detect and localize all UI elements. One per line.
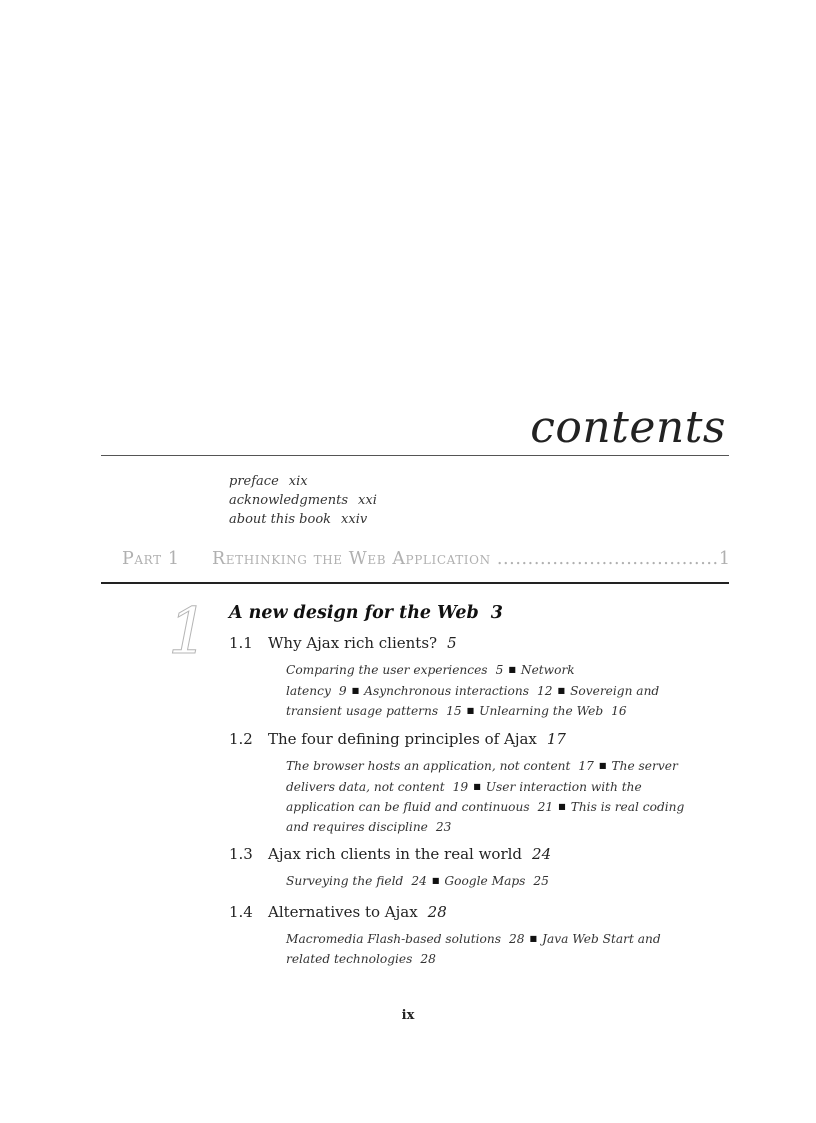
bullet-separator: ■: [598, 761, 607, 770]
topic-title: Surveying the field: [286, 874, 404, 888]
topic-entry[interactable]: [364, 684, 552, 698]
topic-entry[interactable]: [286, 663, 503, 677]
topic-page: 25: [533, 874, 549, 888]
topic-page: 15: [446, 704, 462, 718]
front-matter-page: xix: [288, 474, 308, 489]
section-number: 1.1: [229, 634, 253, 652]
bullet-separator: ■: [508, 665, 516, 674]
front-matter-page: xxiv: [341, 512, 368, 527]
topic-title: The server delivers data, not content: [286, 759, 678, 794]
part-heading[interactable]: [122, 549, 730, 569]
topic-page: 24: [411, 874, 427, 888]
part-label: Part 1: [122, 549, 180, 569]
topic-page: 12: [536, 683, 553, 698]
chapter-title: A new design for the Web: [229, 603, 479, 623]
bullet-separator: ■: [466, 706, 475, 715]
bullet-separator: ■: [558, 802, 566, 811]
front-matter-entry[interactable]: [229, 472, 377, 491]
chapter-page: 3: [490, 603, 503, 623]
section-title: The four defining principles of Ajax: [268, 730, 537, 748]
topic-title: Google Maps: [444, 874, 526, 888]
topic-title: Asynchronous interactions: [364, 683, 529, 698]
title-rule: [101, 455, 729, 456]
topic-page: 17: [578, 759, 594, 773]
topic-title: User interaction with the application can be fluid and continuous: [286, 779, 642, 814]
page-title: contents: [530, 402, 726, 453]
front-matter-label: preface: [229, 474, 279, 489]
topic-list: [286, 756, 698, 837]
part-rule: [101, 582, 729, 584]
section-heading[interactable]: [229, 730, 566, 748]
part-title: Rethinking the Web Application .....: [212, 549, 717, 569]
section-page: 24: [532, 845, 552, 863]
front-matter-entry[interactable]: [229, 510, 377, 529]
section-heading[interactable]: [229, 634, 457, 652]
front-matter-list: [229, 472, 377, 529]
topic-title: Unlearning the Web: [479, 704, 604, 718]
topic-page: 16: [611, 704, 627, 718]
topic-page: 28: [420, 951, 436, 966]
section-page: 17: [546, 730, 566, 748]
part-page: 1: [718, 549, 730, 569]
section-title: Why Ajax rich clients?: [268, 634, 438, 652]
front-matter-page: xxi: [358, 493, 377, 508]
section-title: Alternatives to Ajax: [268, 903, 418, 921]
section-heading[interactable]: [229, 845, 551, 863]
topic-page: 19: [452, 779, 469, 794]
bullet-separator: ■: [529, 934, 538, 943]
topic-entry[interactable]: [286, 759, 594, 773]
section-number: 1.3: [229, 845, 253, 863]
topic-list: [286, 660, 698, 722]
topic-page: 28: [508, 932, 525, 946]
chapter-number: 1: [168, 595, 209, 669]
front-matter-label: about this book: [229, 512, 332, 527]
topic-title: Java Web Start and related technologies: [286, 932, 661, 966]
topic-title: The browser hosts an application, not content: [286, 759, 571, 773]
section-title: Ajax rich clients in the real world: [268, 845, 523, 863]
section-number: 1.2: [229, 730, 253, 748]
topic-entry[interactable]: [286, 874, 427, 888]
front-matter-label: acknowledgments: [229, 493, 349, 508]
topic-entry[interactable]: [286, 932, 525, 946]
chapter-heading[interactable]: [229, 603, 503, 623]
topic-entry[interactable]: [444, 874, 549, 888]
section-heading[interactable]: [229, 903, 447, 921]
topic-list: [286, 871, 698, 892]
section-number: 1.4: [229, 903, 253, 921]
topic-page: 5: [495, 663, 504, 677]
bullet-separator: ■: [431, 876, 440, 885]
topic-page: 23: [435, 819, 452, 834]
page-number: ix: [401, 1008, 415, 1023]
topic-title: This is real coding and requires discipline: [286, 800, 685, 834]
topic-entry[interactable]: [479, 704, 627, 718]
topic-page: 9: [338, 683, 347, 698]
topic-title: Network latency: [286, 663, 575, 698]
topic-list: [286, 929, 698, 969]
section-page: 5: [447, 634, 457, 652]
topic-title: Comparing the user experiences: [286, 663, 488, 677]
topic-page: 21: [537, 800, 554, 814]
topic-title: Sovereign and transient usage patterns: [286, 683, 660, 718]
topic-title: Macromedia Flash-based solutions: [286, 932, 501, 946]
bullet-separator: ■: [557, 685, 566, 695]
front-matter-entry[interactable]: [229, 491, 377, 510]
bullet-separator: ■: [473, 781, 481, 791]
section-page: 28: [427, 903, 447, 921]
bullet-separator: ■: [351, 685, 360, 695]
